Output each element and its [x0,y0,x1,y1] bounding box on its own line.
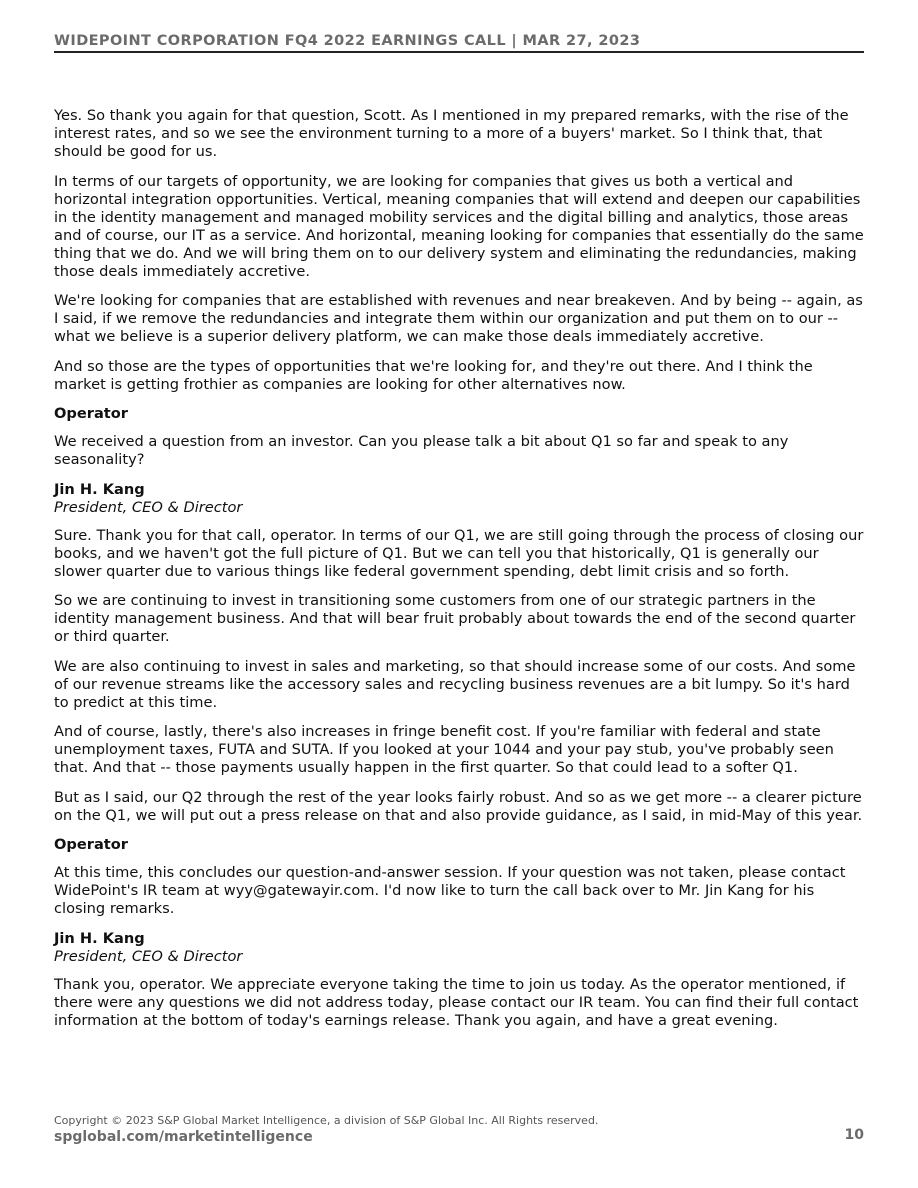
speaker-name: Jin H. Kang [54,929,145,947]
transcript-paragraph: Sure. Thank you for that call, operator. In terms of our Q1, we are still going through the process of closing our books, and we haven't got the full picture of Q1. But we can tell you that historically, Q1 is generally our slower quarter due to various things like federal government spending, debt limit crisis and so forth. [54,526,864,580]
transcript-paragraph: At this time, this concludes our question-and-answer session. If your question was not taken, please contact WidePoint's IR team at wyy@gatewayir.com. I'd now like to turn the call back over to Mr. Jin Kang for his closing remarks. [54,864,846,917]
copyright-notice: Copyright © 2023 S&P Global Market Intelligence, a division of S&P Global Inc. All Rights reserved. [54,1114,599,1127]
speaker-name: Jin H. Kang [54,480,145,498]
document-header: WIDEPOINT CORPORATION FQ4 2022 EARNINGS CALL | MAR 27, 2023 [54,33,864,53]
transcript-paragraph: We're looking for companies that are established with revenues and near breakeven. And by being -- again, as I said, if we remove the redundancies and integrate them within our organization and put them on to our -- what we believe is a superior delivery platform, we can make those deals immediately accretive. [54,292,863,345]
page-number: 10 [844,1127,864,1143]
speaker-name: Operator [54,836,128,853]
transcript-paragraph: Thank you, operator. We appreciate everyone taking the time to join us today. As the operator mentioned, if there were any questions we did not address today, please contact our IR team. You can find their full contact information at the bottom of today's earnings release. Thank you again, and have a great evening. [54,975,859,1029]
speaker-role: President, CEO & Director [54,947,243,965]
transcript-content [54,107,866,1041]
transcript-paragraph: And so those are the types of opportunities that we're looking for, and they're out there. And I think the market is getting frothier as companies are looking for other alternatives now. [54,357,813,393]
transcript-paragraph: So we are continuing to invest in transitioning some customers from one of our strategic partners in the identity management business. And that will bear fruit probably about towards the end of the second quarter or third quarter. [54,592,856,645]
transcript-paragraph: We are also continuing to invest in sales and marketing, so that should increase some of our costs. And some of our revenue streams like the accessory sales and recycling business revenues are a bit lumpy. So it's hard to predict at this time. [54,657,856,711]
speaker-role: President, CEO & Director [54,498,243,516]
transcript-paragraph: In terms of our targets of opportunity, we are looking for companies that gives us both a vertical and horizontal integration opportunities. Vertical, meaning companies that will extend and deepen our capabilities in the identity management and managed mobility services and the digital billing and analytics, those areas and of course, our IT as a service. And horizontal, meaning looking for companies that essentially do the same thing that we do. And we will bring them on to our delivery system and eliminating the redundancies, making those deals immediately accretive. [54,172,864,280]
transcript-paragraph: We received a question from an investor. Can you please talk a bit about Q1 so far and speak to any seasonality? [54,433,789,468]
speaker-name: Operator [54,405,128,422]
footer-link[interactable]: spglobal.com/marketintelligence [54,1129,313,1145]
transcript-paragraph: And of course, lastly, there's also increases in fringe benefit cost. If you're familiar with federal and state unemployment taxes, FUTA and SUTA. If you looked at your 1044 and your pay stub, you've probably seen that. And that -- those payments usually happen in the first quarter. So that could lead to a softer Q1. [54,723,834,776]
transcript-paragraph: Yes. So thank you again for that question, Scott. As I mentioned in my prepared remarks, with the rise of the interest rates, and so we see the environment turning to a more of a buyers' market. So I think that, that should be good for us. [54,107,849,160]
transcript-paragraph: But as I said, our Q2 through the rest of the year looks fairly robust. And so as we get more -- a clearer picture on the Q1, we will put out a press release on that and also provide guidance, as I said, in mid-May of this year. [54,788,863,824]
